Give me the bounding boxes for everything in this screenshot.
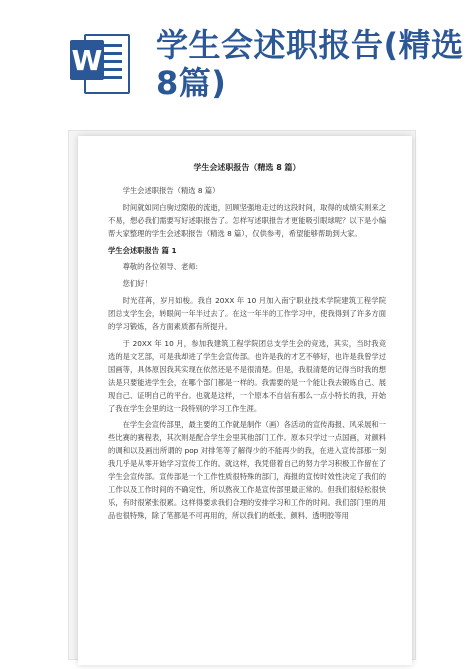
intro-heading: 学生会述职报告（精选 8 篇） xyxy=(122,185,220,195)
word-document-icon xyxy=(70,30,132,98)
body-paragraph: 在学生会宣传部里，最主要的工作就是制作（画）各活动的宣传海报、风采展和一些比赛的赛程表，其次则是配合学生会里其他部门工作。原本只学过一点国画，对颜料的调和以及画出所谓的 pop 对排笔等了解得少的不能再少的我，在进入宣传部那一刻我几乎是从零开始学习宣传工作的。就这样，我凭借着自己的努力学习积极工作留在了学生会宣传部。宣传部是一个工作性质很特殊的部门，海报的宣传时效性决定了我们的工作以及工作时间的不确定性，所以熬夜工作是宣传部里最正常的。但我们很轻松很快乐，有时很紧张很累。这样得要求我们合理的安排学习和工作的时间。我们部门里的用品也很特殊，除了笔都是不可再用的，所以我们的纸张、颜料、透明胶等用 xyxy=(108,420,386,520)
greeting: 您们好！ xyxy=(122,279,152,289)
document-title: 学生会述职报告（精选 8 篇） xyxy=(193,163,301,172)
word-icon-badge: W xyxy=(70,40,104,80)
intro-paragraph: 时间就如同白驹过隙般的流逝，回顾坚强地走过的这段时间，取得的成绩实则来之不易，想必我们需要写好述职报告了。怎样写述职报告才更能吸引眼球呢？以下是小编帮大家整理的学生会述职报告（精选 8 篇），仅供参考，希望能够帮助到大家。 xyxy=(108,202,386,238)
banner xyxy=(0,0,474,128)
body-paragraph: 于 20XX 年 10 月，参加我建筑工程学院团总支学生会的竞选，其实，当时我竞选的是文艺部，可是我却进了学生会宣传部。也许是我的才艺不够好，也许是我曾学过国画等，具体原因我其实现在依然还是不是很清楚。但是，我很清楚的记得当时我的想法是只要能进学生会，在哪个部门都是一样的。我需要的是一个能让我去锻炼自己、展现自己、证明自己的平台。也就是这样，一个原本不自信有那么一点小特长的我，开始了我在学生会里的这一段特别的学习工作生涯。 xyxy=(108,338,386,413)
document-page xyxy=(78,136,412,665)
body-paragraph: 时光荏苒，岁月如梭。我自 20XX 年 10 月加入南宁职业技术学院建筑工程学院团总支学生会，转眼间一年半过去了。在这一年半的工作学习中，使我得到了许多方面的学习锻炼，各方面素质都有所提升。 xyxy=(108,296,386,332)
banner-title: 学生会述职报告(精选8篇) xyxy=(156,26,464,102)
section-title: 学生会述职报告 篇 1 xyxy=(108,245,177,255)
salutation: 尊敬的各位领导、老师: xyxy=(122,262,199,272)
